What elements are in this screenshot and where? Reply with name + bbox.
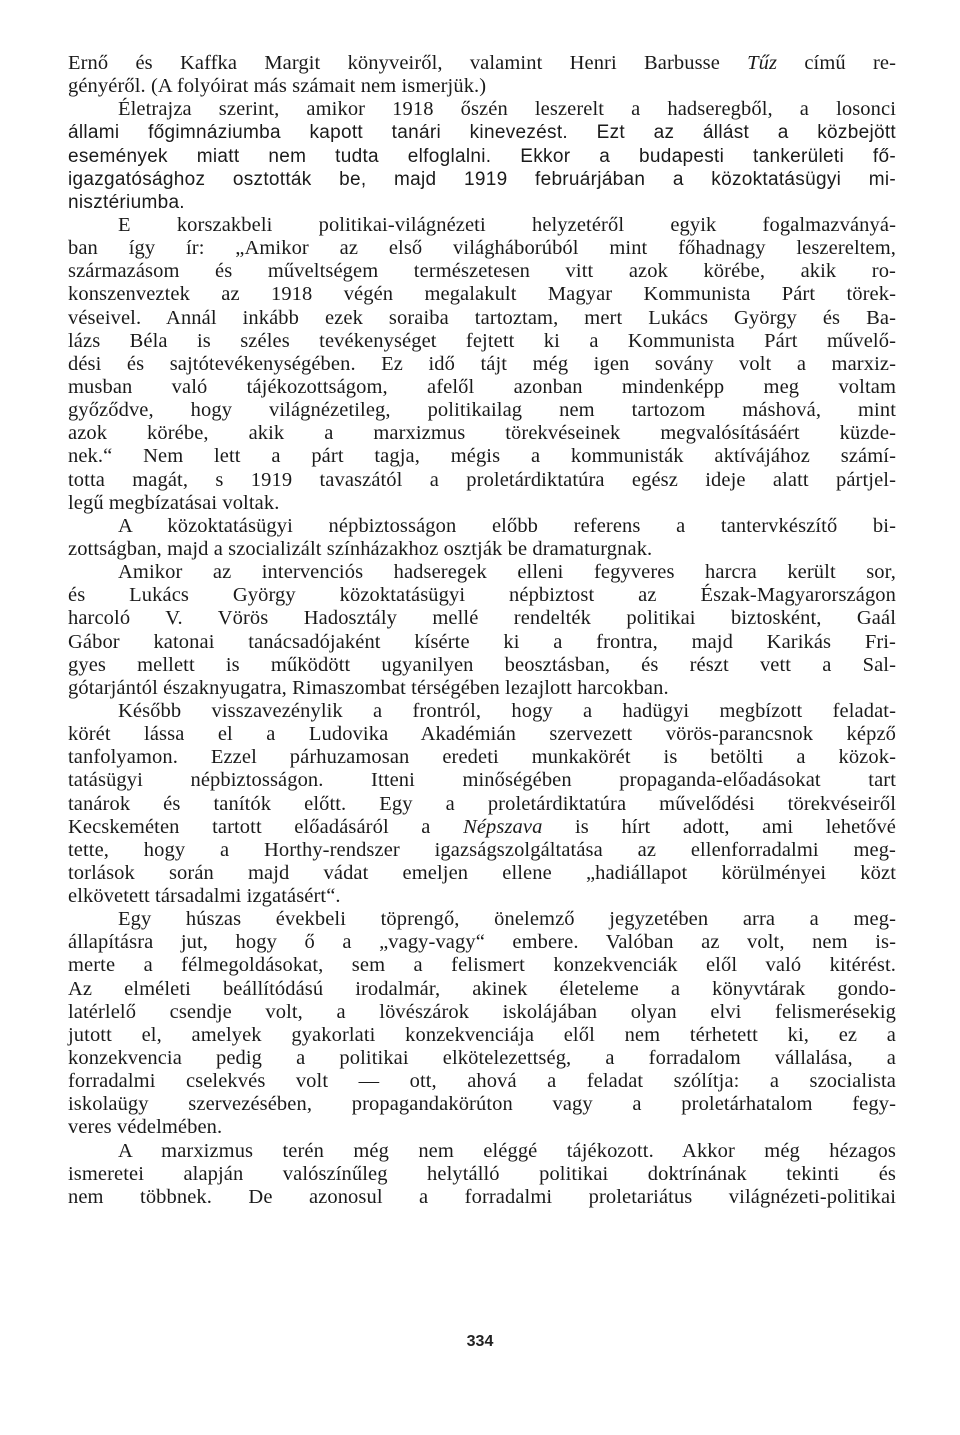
text-line: ismeretei alapján valószínűleg helytálló politikai doktrínának tekinti és: [68, 1162, 896, 1185]
text-line: Az elméleti beállítódású irodalmár, akinek életeleme a könyvtárak gondo-: [68, 977, 896, 1000]
text-line: ban így ír: „Amikor az első világháborúból mint főhadnagy leszereltem,: [68, 237, 896, 260]
text-line: tanárok és tanítók előtt. Egy a proletárdiktatúra művelődési törekvéseiről: [68, 792, 896, 815]
text-line: elkövetett társadalmi izgatásért“.: [68, 885, 341, 908]
text-line: gyes mellett is működött ugyanilyen beosztásban, és részt vett a Sal-: [68, 653, 896, 676]
text-line: tanfolyamon. Ezzel párhuzamosan eredeti munkakörét is betölti a közok-: [68, 746, 896, 769]
text-line: állapításra jut, hogy ő a „vagy-vagy“ embere. Valóban az volt, nem is-: [68, 931, 896, 954]
text-line: azok körébe, akik a marxizmus törekvéseinek megvalósításáért küzde-: [68, 422, 896, 445]
page-number: 334: [466, 1333, 494, 1350]
text-line: veres védelmében.: [68, 1116, 223, 1139]
text-line: legű megbízatásai voltak.: [68, 491, 280, 514]
text-line: tette, hogy a Horthy-rendszer igazságszolgáltatása az ellenforradalmi meg-: [68, 838, 896, 861]
italic-title: Tűz: [747, 52, 778, 74]
text-line: lázs Béla is széles tevékenységet fejtett ki a Kommunista Párt művelő-: [68, 329, 896, 352]
text-line: harcoló V. Vörös Hadosztály mellé rendelték politikai biztosként, Gaál: [68, 607, 896, 630]
text-line: totta magát, s 1919 tavaszától a proletárdiktatúra egész ideje alatt pártjel-: [68, 468, 896, 491]
text-line: Ernő és Kaffka Margit könyveiről, valamint Henri Barbusse Tűz című re-: [68, 52, 896, 74]
text-line: zottságban, majd a szocializált színházakhoz osztják be dramaturgnak.: [68, 537, 653, 560]
text-line: iskolaügy szervezésében, propagandakörúton vagy a proletárhatalom fegy-: [68, 1093, 896, 1116]
text-line: A marxizmus terén még nem eléggé tájékozott. Akkor még hézagos: [118, 1139, 896, 1162]
text-line: Életrajza szerint, amikor 1918 őszén leszerelt a hadseregből, a losonci: [118, 98, 896, 121]
text-line: A közoktatásügyi népbiztosságon előbb referens a tantervkészítő bi-: [118, 514, 896, 537]
text-line: latérlelő csendje volt, a lövészárok iskolájában olyan elvi felismerésekig: [68, 1000, 896, 1023]
text-line: konzekvencia pedig a politikai elkötelezettség, a forradalom vállalása, a: [68, 1047, 896, 1070]
text-line: tatásügyi népbiztosságon. Itteni minőségében propaganda-előadásokat tart: [68, 769, 896, 792]
text-line: igazgatósághoz osztották be, majd 1919 februárjában a közoktatásügyi mi-: [68, 168, 896, 190]
text-line: nek.“ Nem lett a párt tagja, mégis a kommunisták aktívájához számí-: [68, 445, 896, 468]
text-line: véseivel. Annál inkább ezek soraiba tartoztam, mert Lukács György és Ba-: [68, 306, 896, 329]
text-line: E korszakbeli politikai-világnézeti helyzetéről egyik fogalmazványá-: [118, 213, 896, 236]
page-body: [68, 52, 896, 1209]
text-line: musban való tájékozottságom, afelől azonban mindenképp meg voltam: [68, 375, 896, 398]
text-line: körét lássa el a Ludovika Akadémián szervezett vörös-parancsnok képző: [68, 723, 896, 746]
text-line: gényéről. (A folyóirat más számait nem ismerjük.): [68, 75, 487, 98]
italic-title: Népszava: [463, 815, 543, 838]
text-line: győződve, hogy világnézetileg, politikailag nem tartozom máshová, mint: [68, 399, 896, 422]
text-line: állami főgimnáziumba kapott tanári kinevezést. Ezt az állást a közbejött: [68, 122, 896, 144]
text-line: torlások során majd vádat emeljen ellene „hadiállapot körülményei közt: [68, 861, 896, 884]
text-line: merte a félmegoldásokat, sem a felismert konzekvenciák elől való kitérést.: [68, 954, 896, 977]
text-line: nem többnek. De azonosul a forradalmi proletariátus világnézeti-politikai: [68, 1185, 896, 1208]
text-line: konszenveztek az 1918 végén megalakult Magyar Kommunista Párt törek-: [68, 283, 896, 306]
text-line: származásom és műveltségem természetesen vitt azok körébe, akik ro-: [68, 260, 896, 283]
text-line: és Lukács György közoktatásügyi népbiztost az Észak-Magyarországon: [68, 584, 896, 607]
text-line: Gábor katonai tanácsadójaként kísérte ki a frontra, majd Karikás Fri-: [68, 630, 896, 653]
text-line: Később visszavezénylik a frontról, hogy a hadügyi megbízott feladat-: [118, 699, 896, 722]
text-line: Amikor az intervenciós hadseregek elleni fegyveres harcra került sor,: [118, 561, 896, 584]
text-line: nisztériumba.: [68, 191, 185, 213]
text-line: Egy húszas évekbeli töprengő, önelemző jegyzetében arra a meg-: [118, 908, 896, 931]
text-line: forradalmi cselekvés volt — ott, ahová a feladat szólítja: a szocialista: [68, 1070, 896, 1093]
text-line: gótarjántól északnyugatra, Rimaszombat térségében lezajlott harcokban.: [68, 676, 669, 699]
text-line: jutott el, amelyek gyakorlati konzekvenciája elől nem térhetett ki, ez a: [68, 1023, 896, 1046]
text-line: dési és sajtótevékenységében. Ez idő tájt még igen sovány volt a marxiz-: [68, 352, 896, 375]
text-line: Kecskeméten tartott előadásáról a Népszava is hírt adott, ami lehetővé: [68, 815, 896, 838]
text-line: események miatt nem tudta elfoglalni. Ekkor a budapesti tankerületi fő-: [68, 145, 896, 167]
